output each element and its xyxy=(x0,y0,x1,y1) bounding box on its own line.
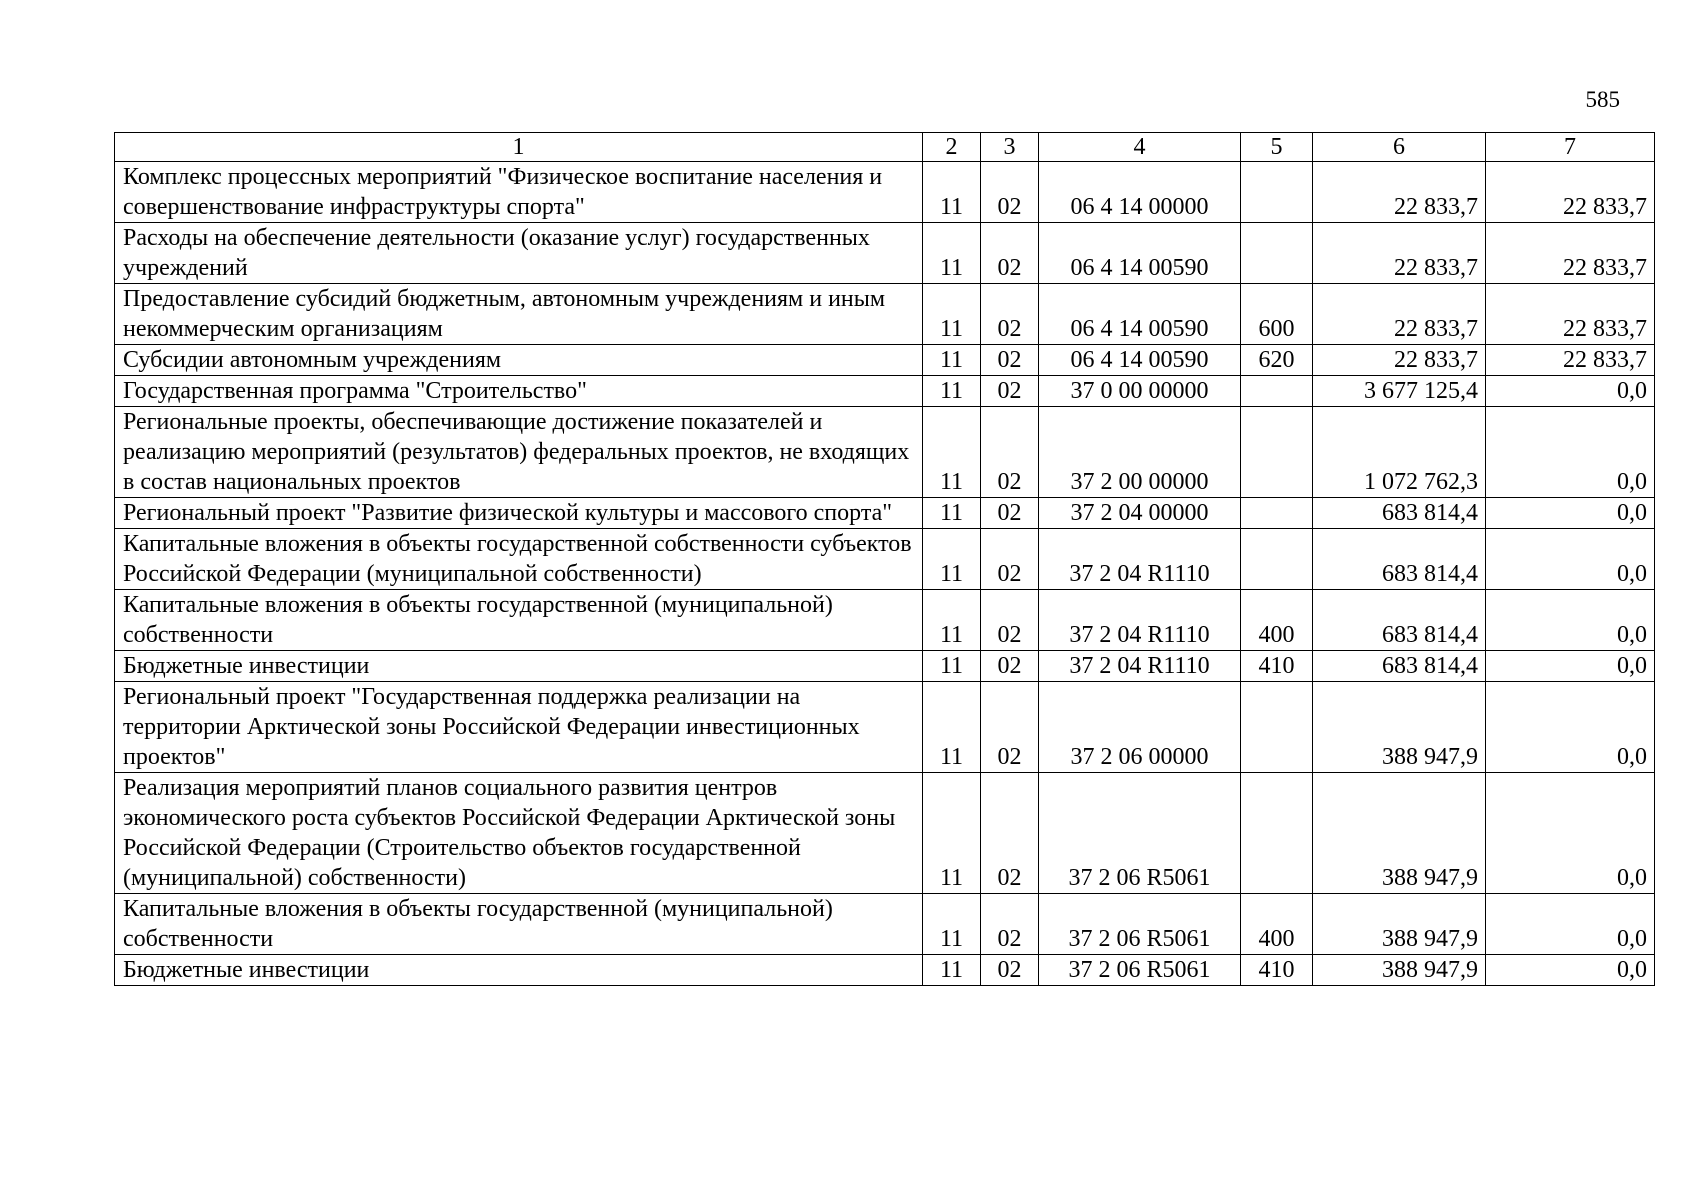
amount-col7-cell: 0,0 xyxy=(1486,529,1655,590)
target-article-cell: 37 2 06 R5061 xyxy=(1039,894,1241,955)
amount-col7-cell: 0,0 xyxy=(1486,773,1655,894)
expense-type-cell: 620 xyxy=(1241,345,1313,376)
amount-col6-cell: 388 947,9 xyxy=(1313,682,1486,773)
section-code-cell: 11 xyxy=(923,407,981,498)
section-code-cell: 11 xyxy=(923,498,981,529)
row-name-cell: Капитальные вложения в объекты государственной (муниципальной) собственности xyxy=(115,894,923,955)
subsection-code-cell: 02 xyxy=(981,284,1039,345)
section-code-cell: 11 xyxy=(923,529,981,590)
subsection-code-cell: 02 xyxy=(981,894,1039,955)
amount-col7-cell: 22 833,7 xyxy=(1486,284,1655,345)
section-code-cell: 11 xyxy=(923,376,981,407)
section-code-cell: 11 xyxy=(923,284,981,345)
target-article-cell: 06 4 14 00590 xyxy=(1039,223,1241,284)
expense-type-cell xyxy=(1241,529,1313,590)
row-name-cell: Капитальные вложения в объекты государственной собственности субъектов Российской Федерации (муниципальной собственности) xyxy=(115,529,923,590)
table-row xyxy=(115,162,1655,223)
subsection-code-cell: 02 xyxy=(981,345,1039,376)
table-row xyxy=(115,773,1655,894)
table-row xyxy=(115,894,1655,955)
row-name-cell: Субсидии автономным учреждениям xyxy=(115,345,923,376)
amount-col7-cell: 22 833,7 xyxy=(1486,162,1655,223)
row-name-cell: Региональные проекты, обеспечивающие достижение показателей и реализацию мероприятий (результатов) федеральных проектов, не входящих в состав национальных проектов xyxy=(115,407,923,498)
row-name-cell: Бюджетные инвестиции xyxy=(115,955,923,986)
target-article-cell: 37 2 04 00000 xyxy=(1039,498,1241,529)
table-row xyxy=(115,223,1655,284)
target-article-cell: 37 2 00 00000 xyxy=(1039,407,1241,498)
section-code-cell: 11 xyxy=(923,590,981,651)
section-code-cell: 11 xyxy=(923,651,981,682)
amount-col7-cell: 0,0 xyxy=(1486,498,1655,529)
expense-type-cell xyxy=(1241,773,1313,894)
subsection-code-cell: 02 xyxy=(981,529,1039,590)
table-row xyxy=(115,590,1655,651)
amount-col6-cell: 683 814,4 xyxy=(1313,529,1486,590)
column-header-6: 6 xyxy=(1313,133,1486,162)
row-name-cell: Региональный проект "Государственная поддержка реализации на территории Арктической зоны Российской Федерации инвестиционных проектов" xyxy=(115,682,923,773)
table-row xyxy=(115,651,1655,682)
target-article-cell: 37 2 06 R5061 xyxy=(1039,773,1241,894)
expense-type-cell xyxy=(1241,682,1313,773)
amount-col6-cell: 22 833,7 xyxy=(1313,345,1486,376)
column-header-5: 5 xyxy=(1241,133,1313,162)
amount-col6-cell: 1 072 762,3 xyxy=(1313,407,1486,498)
target-article-cell: 37 2 06 00000 xyxy=(1039,682,1241,773)
section-code-cell: 11 xyxy=(923,894,981,955)
section-code-cell: 11 xyxy=(923,345,981,376)
table-row xyxy=(115,345,1655,376)
amount-col7-cell: 22 833,7 xyxy=(1486,223,1655,284)
expense-type-cell: 600 xyxy=(1241,284,1313,345)
target-article-cell: 37 2 04 R1110 xyxy=(1039,529,1241,590)
expense-type-cell: 400 xyxy=(1241,590,1313,651)
target-article-cell: 06 4 14 00590 xyxy=(1039,345,1241,376)
expense-type-cell: 410 xyxy=(1241,955,1313,986)
table-row xyxy=(115,407,1655,498)
subsection-code-cell: 02 xyxy=(981,376,1039,407)
expense-type-cell xyxy=(1241,407,1313,498)
target-article-cell: 37 2 06 R5061 xyxy=(1039,955,1241,986)
subsection-code-cell: 02 xyxy=(981,498,1039,529)
subsection-code-cell: 02 xyxy=(981,407,1039,498)
row-name-cell: Расходы на обеспечение деятельности (оказание услуг) государственных учреждений xyxy=(115,223,923,284)
row-name-cell: Региональный проект "Развитие физической культуры и массового спорта" xyxy=(115,498,923,529)
amount-col6-cell: 388 947,9 xyxy=(1313,894,1486,955)
page-number: 585 xyxy=(1585,87,1620,112)
column-header-3: 3 xyxy=(981,133,1039,162)
table-row xyxy=(115,498,1655,529)
section-code-cell: 11 xyxy=(923,223,981,284)
expense-type-cell xyxy=(1241,162,1313,223)
row-name-cell: Реализация мероприятий планов социального развития центров экономического роста субъектов Российской Федерации Арктической зоны Российской Федерации (Строительство объектов государственной (муниципальной) собственности) xyxy=(115,773,923,894)
amount-col7-cell: 0,0 xyxy=(1486,376,1655,407)
subsection-code-cell: 02 xyxy=(981,955,1039,986)
target-article-cell: 06 4 14 00000 xyxy=(1039,162,1241,223)
expense-type-cell: 400 xyxy=(1241,894,1313,955)
expense-type-cell xyxy=(1241,223,1313,284)
section-code-cell: 11 xyxy=(923,682,981,773)
expense-type-cell xyxy=(1241,376,1313,407)
table-row xyxy=(115,529,1655,590)
table-row xyxy=(115,376,1655,407)
table-row xyxy=(115,682,1655,773)
amount-col7-cell: 0,0 xyxy=(1486,894,1655,955)
row-name-cell: Бюджетные инвестиции xyxy=(115,651,923,682)
row-name-cell: Комплекс процессных мероприятий "Физическое воспитание населения и совершенствование инфраструктуры спорта" xyxy=(115,162,923,223)
header-row xyxy=(115,133,1655,162)
target-article-cell: 37 2 04 R1110 xyxy=(1039,590,1241,651)
table-row xyxy=(115,284,1655,345)
amount-col7-cell: 0,0 xyxy=(1486,407,1655,498)
target-article-cell: 06 4 14 00590 xyxy=(1039,284,1241,345)
expense-type-cell: 410 xyxy=(1241,651,1313,682)
amount-col6-cell: 388 947,9 xyxy=(1313,773,1486,894)
subsection-code-cell: 02 xyxy=(981,651,1039,682)
section-code-cell: 11 xyxy=(923,773,981,894)
amount-col7-cell: 22 833,7 xyxy=(1486,345,1655,376)
column-header-4: 4 xyxy=(1039,133,1241,162)
section-code-cell: 11 xyxy=(923,162,981,223)
budget-table xyxy=(114,132,1655,986)
expense-type-cell xyxy=(1241,498,1313,529)
amount-col6-cell: 683 814,4 xyxy=(1313,498,1486,529)
amount-col7-cell: 0,0 xyxy=(1486,955,1655,986)
subsection-code-cell: 02 xyxy=(981,162,1039,223)
amount-col6-cell: 22 833,7 xyxy=(1313,223,1486,284)
section-code-cell: 11 xyxy=(923,955,981,986)
amount-col6-cell: 683 814,4 xyxy=(1313,651,1486,682)
amount-col7-cell: 0,0 xyxy=(1486,651,1655,682)
amount-col7-cell: 0,0 xyxy=(1486,682,1655,773)
amount-col6-cell: 22 833,7 xyxy=(1313,284,1486,345)
column-header-2: 2 xyxy=(923,133,981,162)
column-header-1: 1 xyxy=(115,133,923,162)
subsection-code-cell: 02 xyxy=(981,223,1039,284)
subsection-code-cell: 02 xyxy=(981,590,1039,651)
table-row xyxy=(115,955,1655,986)
amount-col7-cell: 0,0 xyxy=(1486,590,1655,651)
amount-col6-cell: 22 833,7 xyxy=(1313,162,1486,223)
row-name-cell: Государственная программа "Строительство" xyxy=(115,376,923,407)
subsection-code-cell: 02 xyxy=(981,682,1039,773)
row-name-cell: Капитальные вложения в объекты государственной (муниципальной) собственности xyxy=(115,590,923,651)
amount-col6-cell: 3 677 125,4 xyxy=(1313,376,1486,407)
target-article-cell: 37 0 00 00000 xyxy=(1039,376,1241,407)
target-article-cell: 37 2 04 R1110 xyxy=(1039,651,1241,682)
row-name-cell: Предоставление субсидий бюджетным, автономным учреждениям и иным некоммерческим организациям xyxy=(115,284,923,345)
amount-col6-cell: 388 947,9 xyxy=(1313,955,1486,986)
subsection-code-cell: 02 xyxy=(981,773,1039,894)
column-header-7: 7 xyxy=(1486,133,1655,162)
amount-col6-cell: 683 814,4 xyxy=(1313,590,1486,651)
